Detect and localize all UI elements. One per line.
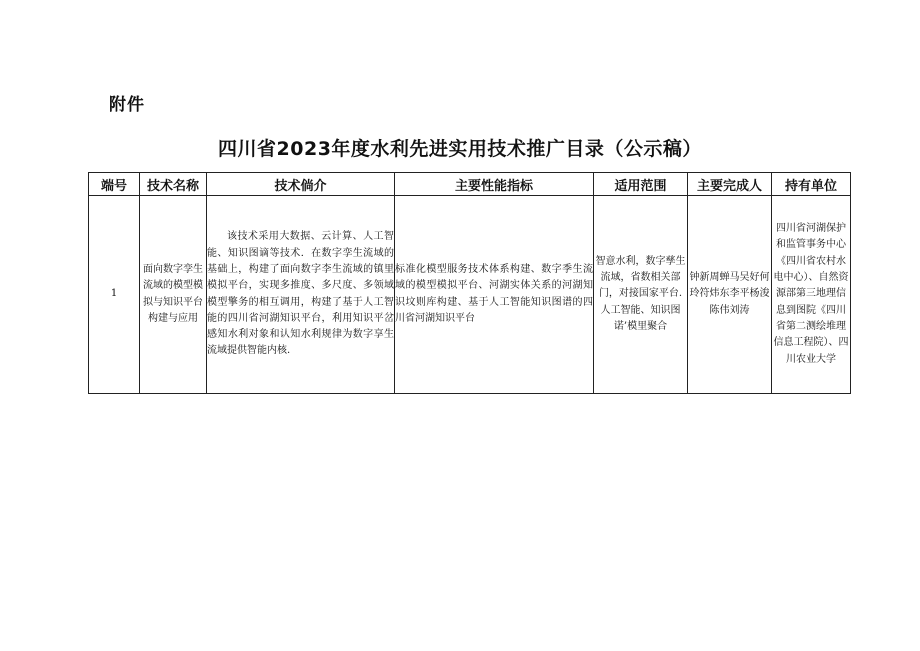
cell-serial-number: 1 bbox=[89, 196, 140, 394]
header-holding-unit: 持有单位 bbox=[772, 173, 851, 196]
header-technology-intro: 技术倘介 bbox=[207, 173, 395, 196]
header-scope: 适用范围 bbox=[594, 173, 688, 196]
header-main-contributors: 主要完成人 bbox=[688, 173, 772, 196]
header-serial-number: 端号 bbox=[89, 173, 140, 196]
table-row bbox=[89, 196, 851, 394]
technology-intro-text: 该技术采用大数据、云计算、人工智能、知识图谪等技术．在数字孪生流域的基础上，构建了面向数字李生流域的镇里模拟平台，实现多推度、多尺度、多领域模型擎务的相互调用，构建了基于人工智能的四川省河湖知识平台，利用知识平岔感知水利对象和认知水利规律为数字享生流域提供智能内核. bbox=[207, 231, 394, 357]
cell-main-contributors: 钟新周蝉马吴好何玲符炜东李平杨浚陈伟刘涛 bbox=[688, 196, 772, 394]
cell-technology-intro bbox=[207, 196, 395, 394]
technology-catalog-table bbox=[88, 172, 851, 394]
table-header-row bbox=[89, 173, 851, 196]
cell-scope: 智意水利，数字孳生流域，省数相关部门，对接国家平台.人工智能、知识图诺’模里聚合 bbox=[594, 196, 688, 394]
document-title: 四川省2023年度水利先进实用技术推广目录（公示稿） bbox=[218, 138, 702, 160]
cell-technology-name: 面向数字孪生流域的模型模拟与知识平台构建与应用 bbox=[140, 196, 207, 394]
cell-holding-unit: 四川省河湖保护和监管事务中心《四川省农村水电中心）、自然资源部第三地理信息到图院《四川省第二测绘堆理信息工程院）、四川农业大学 bbox=[772, 196, 851, 394]
attachment-label: 附件 bbox=[109, 95, 145, 115]
header-performance-indicators: 主要性能指标 bbox=[395, 173, 594, 196]
header-technology-name: 技术名称 bbox=[140, 173, 207, 196]
cell-performance-indicators: 标准化模型服务技术体系构建、数字季生流域的模型模拟平台、河湖实体关系的河湖知识坟则库构建、基于人工智能知识图谱的四川省河湖知识平台 bbox=[395, 196, 594, 394]
